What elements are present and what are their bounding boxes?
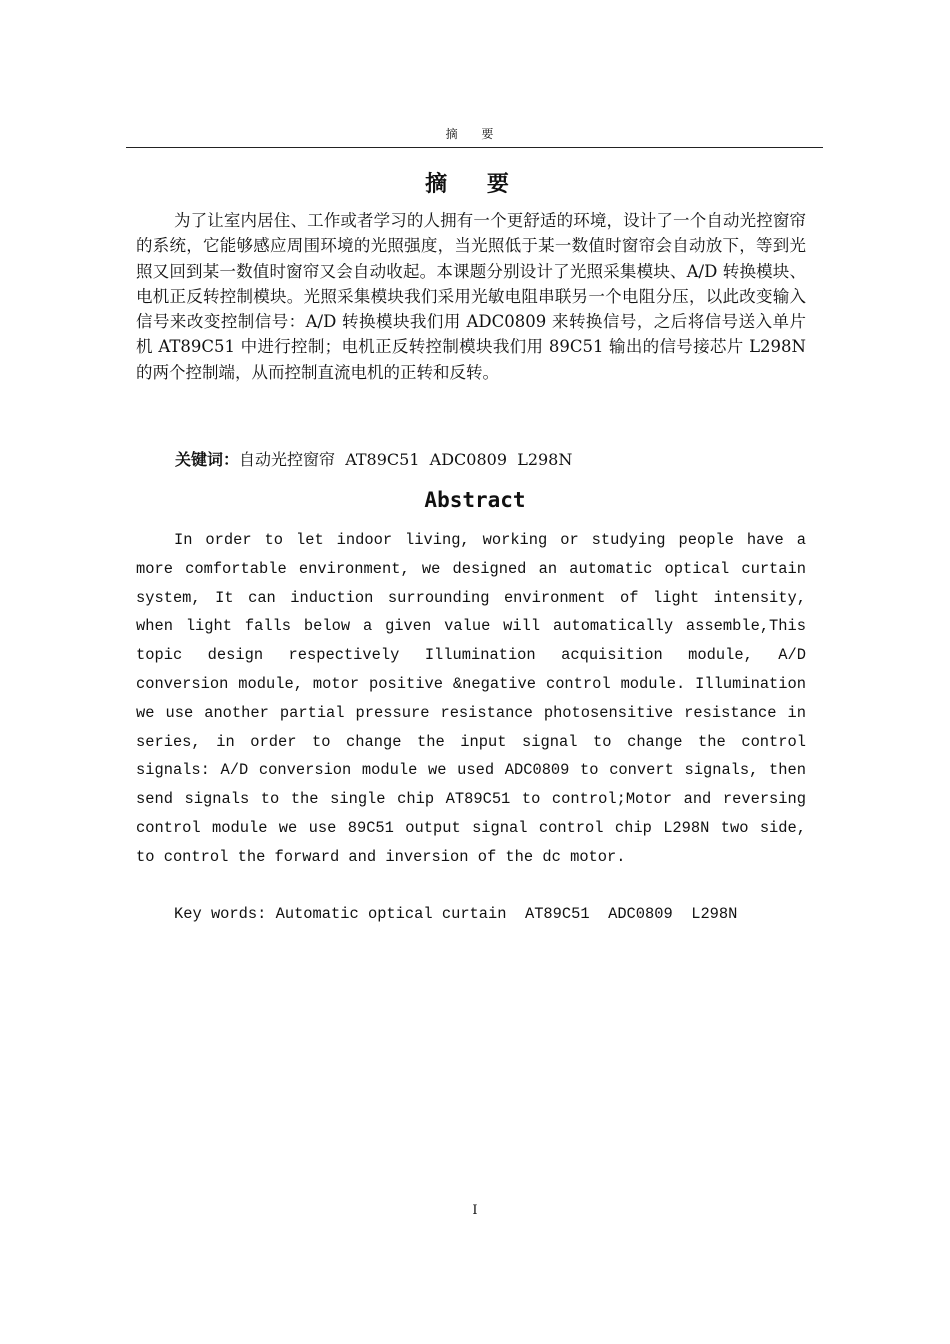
chinese-keywords-label: 关键词： <box>175 450 240 469</box>
english-keywords-list: Automatic optical curtain AT89C51 ADC0809 L298N <box>266 905 738 923</box>
english-abstract-body: In order to let indoor living, working or studying people have a more comfortable environment, we designed an automatic optical curtain system, It can induction surrounding environment of light intensity, when light falls below a given value will automatically assemble,This topic design respectively Illumination acquisition module, A/D conversion module, motor positive &negative control module. Illumination we use another partial pressure resistance photosensitive resistance in series, in order to change the input signal to change the control signals: A/D conversion module we used ADC0809 to convert signals, then send signals to the single chip AT89C51 to control;Motor and reversing control module we use 89C51 output signal control chip L298N two side, to control the forward and inversion of the dc motor. <box>136 531 806 866</box>
chinese-abstract-body: 为了让室内居住、工作或者学习的人拥有一个更舒适的环境，设计了一个自动光控窗帘的系统，它能够感应周围环境的光照强度，当光照低于某一数值时窗帘会自动放下，等到光照又回到某一数值时窗帘又会自动收起。本课题分别设计了光照采集模块、A/D 转换模块、电机正反转控制模块。光照采集模块我们采用光敏电阻串联另一个电阻分压，以此改变输入信号来改变控制信号：A/D 转换模块我们用 ADC0809 来转换信号，之后将信号送入单片机 AT89C51 中进行控制；电机正反转控制模块我们用 89C51 输出的信号接芯片 L298N 的两个控制端，从而控制直流电机的正转和反转。 <box>136 211 806 382</box>
running-header <box>126 125 823 148</box>
english-keywords-label: Key words: <box>174 905 267 923</box>
running-header-title: 摘 要 <box>445 127 504 141</box>
chinese-keywords-list: 自动光控窗帘 AT89C51 ADC0809 L298N <box>239 450 573 469</box>
chinese-keywords <box>175 447 815 473</box>
chinese-abstract-title: 摘 要 <box>425 172 525 197</box>
page-number: I <box>472 1203 478 1218</box>
english-abstract-title: Abstract <box>424 488 526 512</box>
english-keywords <box>174 900 814 928</box>
